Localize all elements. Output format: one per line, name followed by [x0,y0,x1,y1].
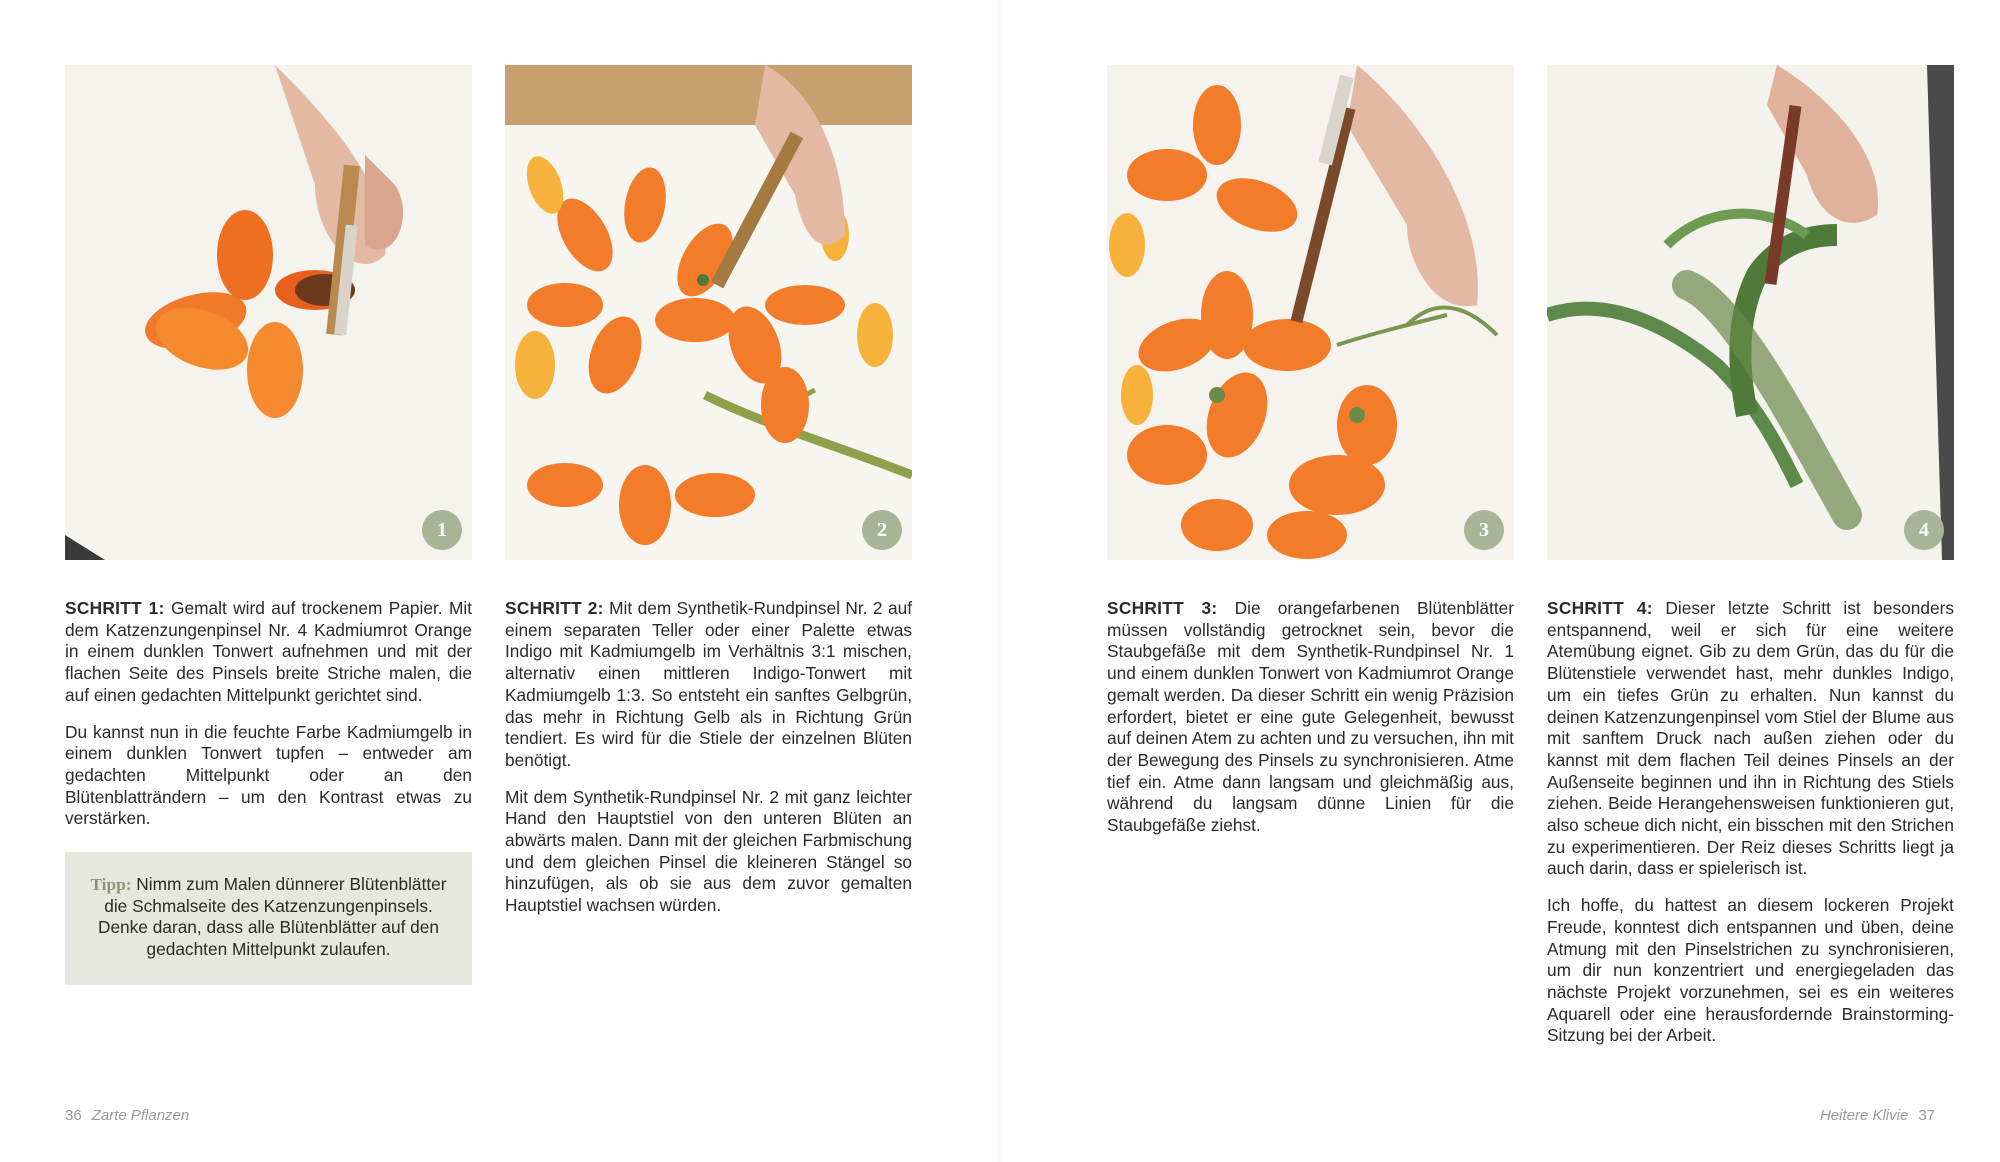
tip-box [65,852,472,985]
tip-label: Tipp: [90,875,132,895]
step-heading: SCHRITT 1: [65,598,165,618]
tip-text: Nimm zum Malen dünnerer Blütenblätter die Schmalseite des Katzenzungenpinsels. Denke daran, dass alle Blütenblätter auf den gedachten Mittelpunkt zulaufen. [97,874,447,960]
page-number: 37 [1918,1107,1935,1124]
step-4-text [1547,598,1954,1047]
page-gutter [998,0,1002,1162]
page-number: 36 [65,1107,82,1124]
step-3-photo [1107,65,1514,560]
step-paragraph: Gemalt wird auf trockenem Papier. Mit dem Katzenzungenpinsel Nr. 4 Kadmiumrot Orange in einem dunklen Tonwert aufnehmen und mit der flachen Seite des Pinsels breite Striche malen, die auf einen gedachten Mittelpunkt gerichtet sind. [65,598,473,705]
step-1-text [65,598,472,830]
step-heading: SCHRITT 2: [505,598,604,618]
chapter-title: Heitere Klivie [1819,1107,1909,1124]
step-2-photo [505,65,912,560]
step-paragraph: Mit dem Synthetik-Rundpinsel Nr. 2 mit ganz leichter Hand den Hauptstiel von den unteren Blüten an abwärts malen. Dann mit der gleichen Farbmischung und dem gleichen Pinsel die kleineren Stängel so hinzufügen, als ob sie aus dem zuvor gemalten Hauptstiel wachsen würden. [505,786,912,916]
step-heading: SCHRITT 3: [1107,598,1218,618]
step-1-column [65,65,472,985]
step-4-column [1547,65,1954,1062]
step-number-badge: 2 [862,510,902,550]
step-4-photo [1547,65,1954,560]
left-page-footer [55,1107,189,1124]
step-2-text [505,598,912,917]
chapter-title: Zarte Pflanzen [91,1107,190,1124]
step-paragraph: Ich hoffe, du hattest an diesem lockeren Projekt Freude, konntest dich entspannen und üben, deine Atmung mit den Pinselstrichen zu synchronisieren, um dir nun konzentriert und energiegeladen das nächste Projekt vorzunehmen, sei es ein weiteres Aquarell oder eine herausfordernde Brainstorming-Sitzung bei der Arbeit. [1547,895,1954,1046]
step-number-badge: 1 [422,510,462,550]
step-paragraph: Dieser letzte Schritt ist besonders entspannend, weil er sich für eine weitere Atemübung eignet. Gib zu dem Grün, das du für die Blütenstiele verwendet hast, mehr dunkles Indigo, um ein tiefes Grün zu erhalten. Nun kannst du deinen Katzenzungenpinsel vom Stiel der Blume aus mit sanftem Druck nach außen ziehen oder du kannst mit dem flachen Teil deines Pinsels an der Außenseite beginnen und ihn in Richtung des Stiels ziehen. Beide Herangehensweisen funktionieren gut, also scheue dich nicht, ein bisschen mit den Strichen zu experimentieren. Der Reiz dieses Schritts liegt ja auch darin, dass er spielerisch ist. [1547,598,1954,879]
step-number-badge: 3 [1464,510,1504,550]
step-4-illustration [1547,65,1954,560]
right-page-footer [1820,1107,1945,1124]
step-1-photo [65,65,472,560]
step-number-badge: 4 [1904,510,1944,550]
step-paragraph: Mit dem Synthetik-Rundpinsel Nr. 2 auf einem separaten Teller oder einer Palette etwas Indigo mit Kadmiumgelb im Verhältnis 3:1 mischen, alternativ einen mittleren Indigo-Tonwert mit Kadmiumgelb 1:3. So entsteht ein sanftes Gelbgrün, das mehr in Richtung Gelb als in Richtung Grün tendiert. Es wird für die Stiele der einzelnen Blüten benötigt. [505,598,912,770]
step-3-text [1107,598,1514,837]
step-1-illustration [65,65,472,560]
step-paragraph: Die orangefarbenen Blütenblätter müssen vollständig getrocknet sein, bevor die Staubgefäße mit dem Synthetik-Rundpinsel Nr. 1 und einem dunklen Tonwert von Kadmiumrot Orange gemalt werden. Da dieser Schritt ein wenig Präzision erfordert, bietet er eine gute Gelegenheit, bewusst auf deinen Atem zu achten und zu versuchen, ihn mit der Bewegung des Pinsels zu synchronisieren. Atme tief ein. Atme dann langsam und gleichmäßig aus, während du langsam dünne Linien für die Staubgefäße ziehst. [1107,598,1514,836]
step-3-illustration [1107,65,1514,560]
step-3-column [1107,65,1514,852]
step-2-column [505,65,912,932]
step-2-illustration [505,65,912,560]
step-paragraph: Du kannst nun in die feuchte Farbe Kadmiumgelb in einem dunklen Tonwert tupfen – entweder am gedachten Mittelpunkt oder an den Blütenblatträndern – um den Kontrast etwas zu verstärken. [65,721,472,829]
step-heading: SCHRITT 4: [1547,598,1653,618]
